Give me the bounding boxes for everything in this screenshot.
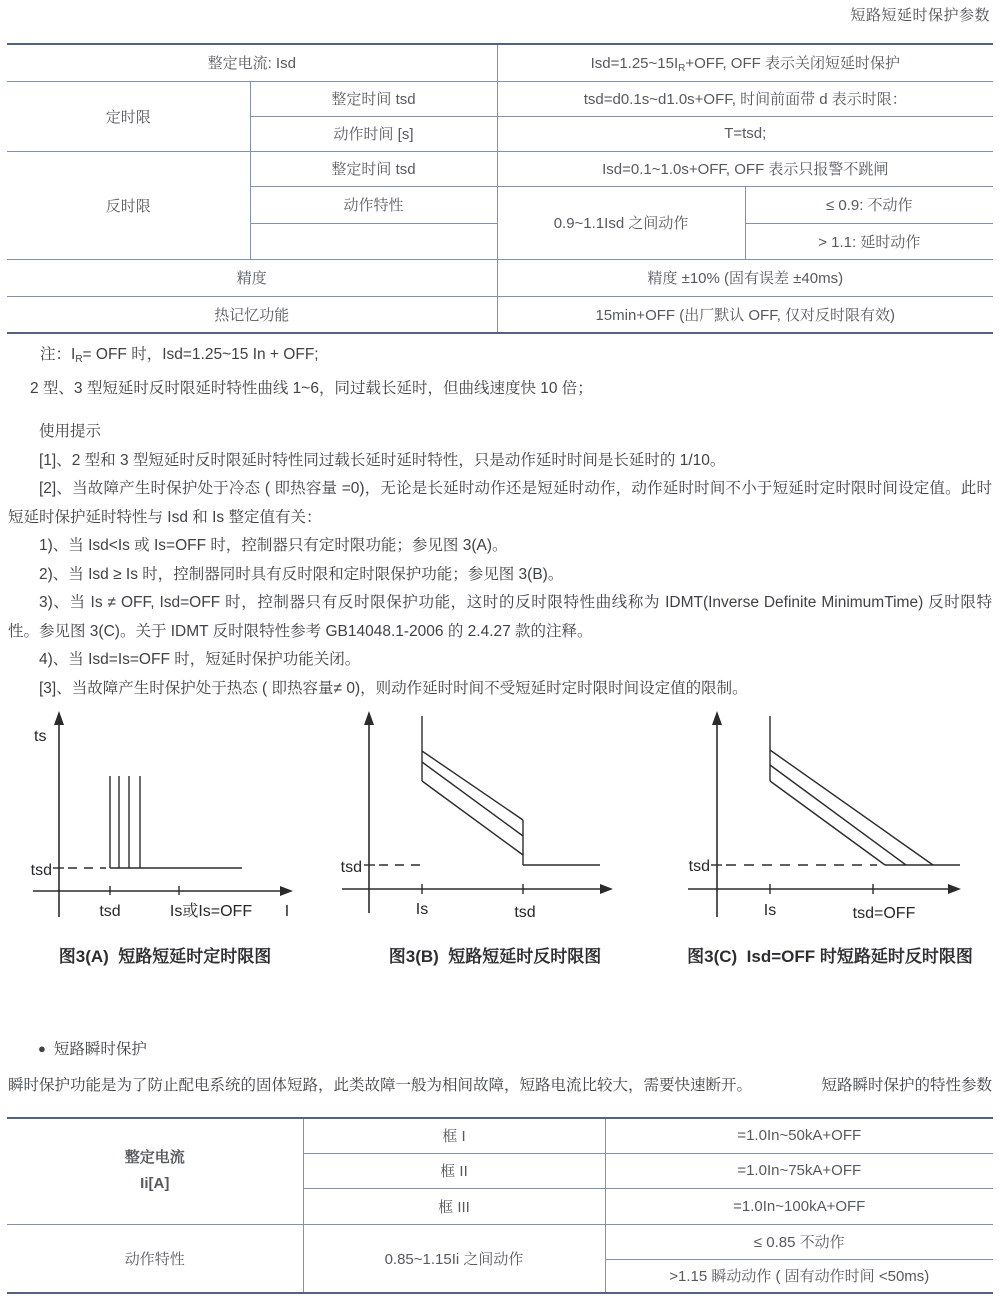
figure-3c: [660, 703, 1000, 967]
action-time-value-cell: T=tsd;: [497, 116, 993, 151]
frame2-label-cell: 框 II: [303, 1153, 605, 1188]
table-row: [7, 259, 993, 296]
cell-text: Isd=1.25~15I: [590, 54, 679, 72]
frame1-label-cell: 框 I: [303, 1118, 605, 1153]
figure-3b-caption: 图3(B) 短路短延时反时限图: [388, 947, 602, 966]
note-1: [8, 341, 992, 375]
short-delay-spec-table: [7, 43, 993, 334]
setting-current-label-cell: [7, 44, 497, 81]
instantaneous-protection-title: [8, 1038, 992, 1062]
subscript-text: R: [75, 354, 83, 365]
y-axis-label: ts: [34, 728, 47, 745]
note-text: 注：I: [40, 346, 76, 363]
cell-text: 整定电流: Isd: [207, 55, 296, 73]
table-row: [7, 1118, 993, 1153]
instantaneous-protection-paragraph: [8, 1074, 992, 1098]
instantaneous-spec-table: [7, 1117, 993, 1294]
inverse-curve: [422, 751, 523, 820]
no-action-cell: ≤ 0.85 不动作: [605, 1224, 993, 1259]
inverse-time-group-cell: 反时限: [7, 151, 250, 259]
inverse-curve: [770, 765, 906, 865]
usage-paragraph-5: 3)、当 Is ≠ OFF, Isd=OFF 时，控制器只有反时限保护功能，这时的反时限特性曲线称为 IDMT(Inverse Definite MinimumTime) 反时限特性。参见图 3(C)。关于 IDMT 反时限特性参考 GB14048.1-2006 的 2.4.27 款的注释。: [8, 594, 992, 640]
figure-3c-caption: 图3(C) Isd=OFF 时短路延时反时限图: [687, 947, 973, 966]
figure-3c-plot: [660, 703, 1000, 941]
inverse-setting-time-label-cell: 整定时间 tsd: [250, 151, 497, 186]
frame3-label-cell: 框 III: [303, 1188, 605, 1224]
thermal-memory-value-cell: 15min+OFF (出厂默认 OFF, 仅对反时限有效): [497, 296, 993, 333]
usage-paragraph-7: [3]、当故障产生时保护处于热态 ( 即热容量≠ 0)，则动作延时时间不受短延时定时限时间设定值的限制。: [39, 679, 748, 697]
usage-paragraph-2: [2]、当故障产生时保护处于冷态 ( 即热容量 =0)，无论是长延时动作还是短延时动作，动作延时时间不小于短延时定时限时间设定值。此时短延时保护延时特性与 Isd 和 Is 整定值有关：: [8, 480, 992, 526]
table-row: [7, 296, 993, 333]
action-range-cell: 0.85~1.15Ii 之间动作: [303, 1224, 605, 1293]
setting-current-value-cell: [497, 44, 993, 81]
setting-time-label-cell: 整定时间 tsd: [250, 81, 497, 116]
y-axis-arrow: [712, 711, 722, 725]
accuracy-label-cell: 精度: [7, 259, 497, 296]
y-axis-arrow: [364, 711, 374, 725]
cell-text: Ii[A]: [140, 1175, 170, 1193]
paragraph-lead-in: 短路瞬时保护的特性参数: [821, 1077, 992, 1094]
frame3-value-cell: =1.0In~100kA+OFF: [605, 1188, 993, 1224]
x-axis-arrow: [280, 886, 293, 896]
x-tick-label: Is或Is=OFF: [169, 903, 253, 920]
bullet-icon: ●: [38, 1041, 46, 1056]
frame2-value-cell: =1.0In~75kA+OFF: [605, 1153, 993, 1188]
inverse-curve: [422, 762, 523, 836]
action-range-cell: 0.9~1.1Isd 之间动作: [497, 186, 745, 259]
figure-3b-plot: [330, 703, 660, 941]
note-text: = OFF 时，Isd=1.25~15 In + OFF;: [82, 346, 319, 363]
body-text-block: [8, 341, 992, 703]
x-tick-label: tsd: [514, 904, 536, 921]
x-tick-label: Is: [763, 902, 777, 919]
no-action-cell: ≤ 0.9: 不动作: [745, 186, 993, 223]
tsd-level-label: tsd: [30, 862, 52, 879]
table-row: [7, 151, 993, 186]
setting-current-group-cell: [7, 1118, 303, 1224]
note-2: 2 型、3 型短延时反时限延时特性曲线 1~6，同过载长延时，但曲线速度快 10 倍；: [30, 379, 593, 397]
instant-action-cell: >1.15 瞬动动作 ( 固有动作时间 <50ms): [605, 1259, 993, 1293]
usage-tips-title: 使用提示: [39, 423, 102, 440]
setting-time-value-cell: tsd=d0.1s~d1.0s+OFF, 时间前面带 d 表示时限：: [497, 81, 993, 116]
x-tick-label: Is: [415, 901, 429, 918]
definite-time-group-cell: 定时限: [7, 81, 250, 151]
tsd-level-label: tsd: [688, 858, 710, 875]
section-title-text: 短路瞬时保护: [53, 1041, 147, 1058]
table-row: [7, 81, 993, 116]
inverse-curve: [770, 750, 933, 865]
thermal-memory-label-cell: 热记忆功能: [7, 296, 497, 333]
paragraph-text: 瞬时保护功能是为了防止配电系统的固体短路，此类故障一般为相间故障，短路电流比较大，需要快速断开。: [8, 1077, 753, 1094]
table-row: [7, 44, 993, 81]
cell-text: +OFF, OFF 表示关闭短延时保护: [685, 54, 900, 72]
accuracy-value-cell: 精度 ±10% (固有误差 ±40ms): [497, 259, 993, 296]
x-tick-label: tsd: [99, 903, 121, 920]
usage-paragraph-4: 2)、当 Isd ≥ Is 时，控制器同时具有反时限和定时限保护功能；参见图 3(B)。: [39, 565, 564, 583]
tsd-level-label: tsd: [340, 859, 362, 876]
cell-text: 整定电流: [124, 1149, 185, 1167]
figure-3a-plot: [0, 703, 330, 941]
delayed-action-cell: > 1.1: 延时动作: [745, 223, 993, 259]
x-axis-arrow: [600, 884, 613, 894]
action-time-label-cell: 动作时间 [s]: [250, 116, 497, 151]
figure-3a-caption: 图3(A) 短路短延时定时限图: [58, 947, 272, 966]
inverse-curve: [770, 781, 885, 865]
figure-3a: [0, 703, 330, 967]
usage-paragraph-1: [1]、2 型和 3 型短延时反时限延时特性同过载长延时延时特性，只是动作延时时间是长延时的 1/10。: [39, 451, 726, 469]
figure-3b: [330, 703, 660, 967]
table-row: [7, 1224, 993, 1259]
instantaneous-protection-section: [8, 1038, 992, 1098]
subscript-text: R: [678, 62, 686, 74]
empty-cell: [250, 223, 497, 259]
usage-paragraph-6: 4)、当 Isd=Is=OFF 时，短延时保护功能关闭。: [39, 651, 361, 668]
page-header-title: 短路短延时保护参数: [850, 7, 990, 24]
action-characteristic-label-cell: 动作特性: [7, 1224, 303, 1293]
y-axis-arrow: [54, 711, 64, 725]
x-axis-arrow: [948, 884, 961, 894]
action-characteristic-label-cell: 动作特性: [250, 186, 497, 223]
inverse-setting-time-value-cell: Isd=0.1~1.0s+OFF, OFF 表示只报警不跳闸: [497, 151, 993, 186]
x-axis-label: I: [284, 903, 290, 920]
frame1-value-cell: =1.0In~50kA+OFF: [605, 1118, 993, 1153]
usage-paragraph-3: 1)、当 Isd<Is 或 Is=OFF 时，控制器只有定时限功能；参见图 3(A)。: [39, 537, 508, 554]
x-tick-label: tsd=OFF: [852, 905, 916, 922]
inverse-curve: [422, 781, 523, 855]
